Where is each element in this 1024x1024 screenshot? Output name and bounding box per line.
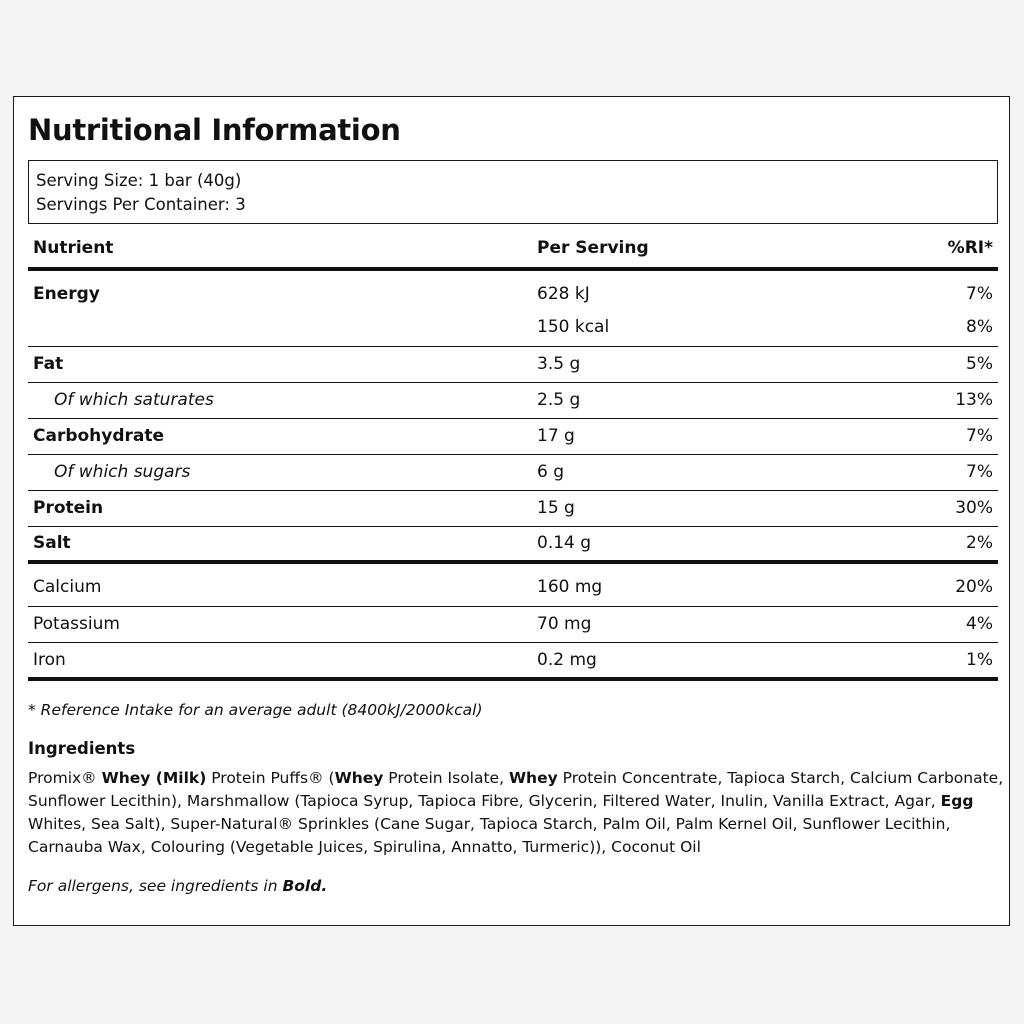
ri-footnote: * Reference Intake for an average adult (8400kJ/2000kcal) — [28, 701, 483, 719]
nutrient-label: Protein — [33, 498, 104, 518]
nutrient-label: Calcium — [33, 577, 102, 597]
ingredients-line — [28, 813, 1003, 836]
allergen-segment: Whey — [334, 769, 384, 787]
ingredients-line — [28, 767, 1003, 790]
nutrient-label: Iron — [33, 650, 66, 670]
header-nutrient: Nutrient — [33, 238, 114, 258]
allergen-segment: Whey — [508, 769, 558, 787]
serving-size: Serving Size: 1 bar (40g) — [36, 171, 242, 190]
ingredients-heading: Ingredients — [28, 739, 136, 758]
table-row-saturates — [28, 383, 998, 419]
nutrient-ri: 7% — [966, 426, 993, 446]
page-title: Nutritional Information — [28, 113, 401, 147]
nutrient-amount: 160 mg — [537, 577, 603, 597]
nutrient-label: Fat — [33, 354, 64, 374]
nutrition-panel — [13, 96, 1010, 926]
table-row-energy-kj — [28, 271, 998, 311]
nutrient-ri: 20% — [955, 577, 993, 597]
allergen-segment: Egg — [940, 792, 974, 810]
nutrient-amount: 70 mg — [537, 614, 592, 634]
nutrient-amount: 0.14 g — [537, 533, 592, 553]
allergen-note — [28, 877, 327, 895]
ingredient-segment: Whites, Sea Salt), Super-Natural® Sprinkles (Cane Sugar, Tapioca Starch, Palm Oil, Palm Kernel Oil, Sunflower Lecithin, — [28, 815, 951, 833]
ingredient-segment: Promix® — [28, 769, 102, 787]
nutrient-label: Of which sugars — [54, 462, 191, 482]
table-row-potassium — [28, 607, 998, 643]
nutrient-ri: 4% — [966, 614, 993, 634]
nutrient-ri: 13% — [955, 390, 993, 410]
allergen-segment: Whey (Milk) — [101, 769, 207, 787]
table-row-carbohydrate — [28, 419, 998, 455]
ingredient-segment: Sunflower Lecithin), Marshmallow (Tapioca Syrup, Tapioca Fibre, Glycerin, Filtered Water, Inulin, Vanilla Extract, Agar, — [28, 792, 941, 810]
nutrient-amount: 2.5 g — [537, 390, 581, 410]
nutrient-amount: 17 g — [537, 426, 575, 446]
ingredient-segment: Carnauba Wax, Colouring (Vegetable Juices, Spirulina, Annatto, Turmeric)), Coconut Oil — [28, 838, 701, 856]
nutrient-ri: 2% — [966, 533, 993, 553]
nutrient-amount: 0.2 mg — [537, 650, 597, 670]
serving-info-box — [28, 160, 998, 224]
table-row-sugars — [28, 455, 998, 491]
ingredient-segment: Protein Isolate, — [383, 769, 509, 787]
ingredient-segment: Protein Puffs® ( — [206, 769, 335, 787]
nutrient-amount: 628 kJ — [537, 284, 590, 304]
nutrient-label: Energy — [33, 284, 100, 304]
nutrient-label: Carbohydrate — [33, 426, 165, 446]
nutrient-amount: 6 g — [537, 462, 565, 482]
nutrient-amount: 15 g — [537, 498, 575, 518]
nutrient-label: Of which saturates — [54, 390, 214, 410]
allergen-note-emphasis: Bold. — [282, 877, 328, 895]
servings-per-container: Servings Per Container: 3 — [36, 195, 246, 214]
allergen-note-text: For allergens, see ingredients in — [28, 877, 283, 895]
table-row-energy-kcal — [28, 311, 998, 347]
ingredients-text — [28, 767, 1003, 859]
table-row-calcium — [28, 564, 998, 607]
table-row-iron — [28, 643, 998, 681]
table-row-protein — [28, 491, 998, 527]
nutrient-ri: 7% — [966, 284, 993, 304]
table-row-salt — [28, 527, 998, 564]
nutrient-label: Salt — [33, 533, 71, 553]
nutrient-amount: 3.5 g — [537, 354, 581, 374]
nutrition-table — [28, 233, 998, 681]
nutrient-ri: 8% — [966, 317, 993, 337]
nutrient-ri: 1% — [966, 650, 993, 670]
table-row-fat — [28, 347, 998, 383]
nutrient-label: Potassium — [33, 614, 120, 634]
ingredients-line — [28, 836, 1003, 859]
nutrient-amount: 150 kcal — [537, 317, 610, 337]
nutrient-ri: 5% — [966, 354, 993, 374]
nutrient-ri: 30% — [955, 498, 993, 518]
ingredient-segment: Protein Concentrate, Tapioca Starch, Calcium Carbonate, — [557, 769, 1004, 787]
table-header — [28, 233, 998, 271]
header-per-serving: Per Serving — [537, 238, 649, 258]
nutrient-ri: 7% — [966, 462, 993, 482]
header-ri: %RI* — [947, 238, 993, 258]
ingredients-line — [28, 790, 1003, 813]
